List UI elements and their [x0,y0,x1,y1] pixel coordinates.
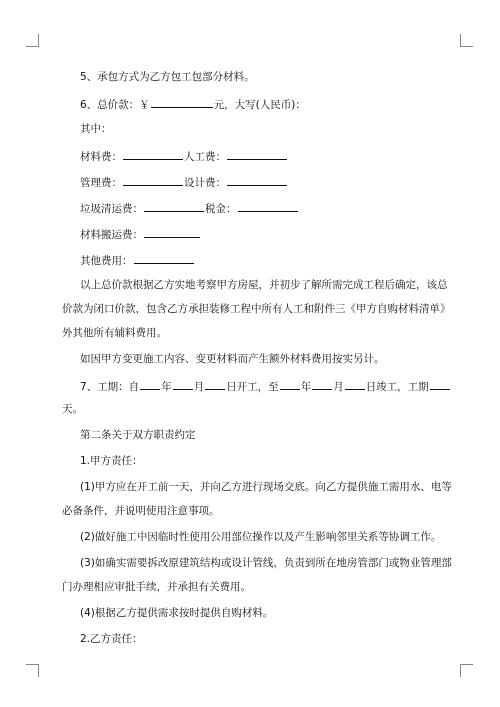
blank-field[interactable] [134,252,194,264]
blank-field[interactable] [345,378,365,390]
crop-mark-top-right [460,34,473,47]
clause-duration [80,378,451,394]
fee-row-management-design [80,174,288,190]
blank-field[interactable] [123,148,183,160]
among-label [80,122,112,136]
party-a-item-4 [80,606,273,620]
blank-field[interactable] [205,378,225,390]
item-text: (1)甲方应在开工前一天，并向乙方进行现场交底。向乙方提供施工需用水、电等 [80,481,452,493]
paragraph-text: 外其他所有辅料费用。 [62,327,167,339]
item-text: (3)如确实需要拆改原建筑结构或设计管线，负责到所在地房管部门或物业管理部 [80,557,452,569]
paragraph-line [80,352,385,366]
blank-field[interactable] [144,200,204,212]
clause-duration-end [62,402,83,416]
fee-label: 人工费： [184,151,226,163]
paragraph-text: 以上总价款根据乙方实地考察甲方房屋，并初步了解所需完成工程后确定，该总 [80,279,448,291]
paragraph-line [80,278,448,292]
party-b-heading [80,632,143,646]
blank-field[interactable] [280,378,300,390]
fee-row-material-labor [80,148,288,164]
section-title: 第二条关于双方职责约定 [80,429,196,441]
blank-field[interactable] [151,96,213,108]
subsection-title: 2.乙方责任： [80,633,143,645]
paragraph-line [62,302,451,316]
section-heading [80,428,196,442]
fee-label: 其他费用： [80,255,133,267]
blank-field[interactable] [312,378,332,390]
fee-label: 税金： [205,203,237,215]
clause-text: 日开工，至 [226,381,279,393]
blank-field[interactable] [123,174,183,186]
clause-text: 5、承包方式为乙方包工包部分材料。 [80,71,255,83]
clause-text: 日竣工，工期 [365,381,429,393]
clause-text: 其中： [80,123,112,135]
party-a-item-3 [80,556,452,570]
blank-field[interactable] [227,174,287,186]
paragraph-text: 价款为闭口价款，包含乙方承担装修工程中所有人工和附件三《甲方自购材料清单》 [62,303,451,315]
blank-field[interactable] [238,200,298,212]
clause-text: 年 [161,381,172,393]
blank-field[interactable] [140,378,160,390]
fee-label: 材料费： [80,151,122,163]
blank-field[interactable] [173,378,193,390]
item-text: 门办理相应审批手续，并承担有关费用。 [62,581,251,593]
fee-label: 材料搬运费： [80,229,143,241]
party-a-item-1-cont [62,504,220,518]
clause-text: 7、工期：自 [80,381,140,393]
fee-row-handling [80,226,201,242]
clause-text: 6、总价款：￥ [80,99,150,111]
crop-mark-top-left [26,34,39,47]
party-a-item-2 [80,530,441,544]
crop-mark-bottom-right [460,664,473,677]
paragraph-text: 如因甲方变更施工内容、变更材料而产生额外材料费用按实另计。 [80,353,385,365]
clause-text: 月 [193,381,205,393]
clause-contract-method [80,70,255,84]
fee-label: 管理费： [80,177,122,189]
item-text: (2)做好施工中因临时性使用公用部位操作以及产生影响邻里关系等协调工作。 [80,531,442,543]
subsection-title: 1.甲方责任： [80,455,143,467]
clause-total-price [80,96,306,112]
clause-text: 年 [300,381,312,393]
blank-field[interactable] [144,226,200,238]
party-a-item-3-cont [62,580,251,594]
party-a-heading [80,454,143,468]
fee-label: 垃圾清运费： [80,203,143,215]
fee-row-garbage-tax [80,200,299,216]
clause-text: 元，大写(人民币)： [213,99,306,111]
item-text: 必备条件，并说明使用注意事项。 [62,505,220,517]
paragraph-line [62,326,167,340]
blank-field[interactable] [227,148,287,160]
party-a-item-1 [80,480,452,494]
item-text: (4)根据乙方提供需求按时提供自购材料。 [80,607,274,619]
clause-text: 天。 [62,403,83,415]
crop-mark-bottom-left [26,664,39,677]
blank-field[interactable] [430,378,450,390]
fee-label: 设计费： [184,177,226,189]
clause-text: 月 [333,381,344,393]
fee-row-other [80,252,195,268]
